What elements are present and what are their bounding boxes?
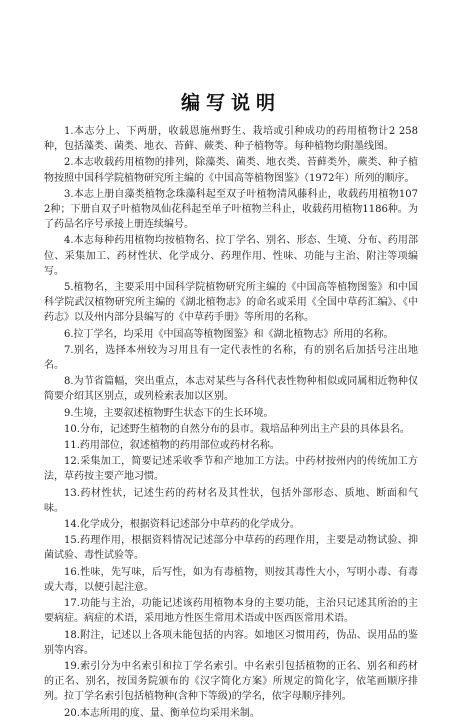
list-item: 12.采集加工，简要记述采收季节和产地加工方法。中药材按州内的传统加工方法，草药按主要产地习惯。 (44, 456, 418, 483)
list-item: 7.别名，选择本州较为习用且有一定代表性的名称，有的别名后加括号注出地名。 (44, 344, 418, 372)
list-item: 10.分布，记述野生植物的自然分布的县市。栽培品种列出主产县的具体县名。 (64, 423, 410, 435)
list-item: 20.本志所用的度、量、衡单位均采用米制。 (64, 707, 260, 719)
list-item: 8.为节省篇幅，突出重点，本志对某些与各科代表性物种相似或同属相近物种仅简要介绍其区别点，或列检索表加以区别。 (44, 376, 418, 403)
list-item: 5.植物名，主要采用中国科学院植物研究所主编的《中国高等植物图鉴》和中国科学院武汉植物研究所主编的《湖北植物志》的命名或采用《全国中草药汇编》、《中药志》以及州内部分县编写的《中草药手册》等所用的名称。 (44, 282, 418, 324)
list-item: 3.本志上册自藻类植物念珠藻科起至双子叶植物清风藤科止，收载药用植物1072种；下册自双子叶植物凤仙花科起至单子叶植物兰科止，收载药用植物1186种。为了药品名序号承接上册连续编号。 (44, 188, 418, 231)
list-item: 11.药用部位，叙述植物的药用部位或药材名称。 (64, 440, 280, 452)
list-item: 16.性味，先写味，后写性，如为有毒植物，则按其毒性大小，写明小毒、有毒或大毒，以便引起注意。 (44, 566, 418, 593)
list-item: 6.拉丁学名，均采用《中国高等植物图鉴》和《湖北植物志》所用的名称。 (64, 328, 394, 340)
list-item: 19.索引分为中名索引和拉丁学名索引。中名索引包括植物的正名、别名和药材的正名、别名，按国务院颁布的《汉字简化方案》所规定的简化字，依笔画顺序排列。拉丁学名索引包括植物种(含种下等级)的学名，依字母顺序排列。 (44, 660, 418, 703)
list-item: 15.药理作用，根据资料情况记述部分中草药的药理作用，主要是动物试验、抑菌试验、毒性试验等。 (44, 535, 418, 562)
explanation-list (44, 124, 418, 721)
list-item: 14.化学成分，根据资料记述部分中草药的化学成分。 (64, 519, 300, 531)
page-title: 编写说明 (180, 92, 281, 114)
list-item: 9.生境，主要叙述植物野生状态下的生长环境。 (64, 407, 274, 419)
list-item: 2.本志收载药用植物的排列，除藻类、菌类、地衣类、苔藓类外，蕨类、种子植物按照中国科学院植物研究所主编的《中国高等植物图鉴》（1972年）所列的顺序。 (44, 157, 418, 184)
list-item: 13.药材性状，记述生药的药材名及其性状，包括外部形态、质地、断面和气味。 (44, 487, 418, 514)
list-item: 1.本志分上、下两册，收载恩施州野生、栽培或引种成功的药用植物计2 258种，包括藻类、菌类、地衣、苔藓、蕨类、种子植物等。每种植物均附墨线图。 (44, 126, 418, 153)
list-item: 18.附注，记述以上各项未能包括的内容。如地区习惯用药，伪品、误用品的鉴别等内容。 (44, 629, 418, 656)
list-item: 4.本志每种药用植物均按植物名、拉丁学名、别名、形态、生境、分布、药用部位、采集加工、药材性状、化学成分、药理作用、性味、功能与主治、附注等项编写。 (44, 235, 418, 277)
list-item: 17.功能与主治，功能记述该药用植物本身的主要功能，主治只记述其所治的主要病症。病症的术语，采用地方性医生常用术语或中医西医常用术语。 (44, 598, 418, 625)
